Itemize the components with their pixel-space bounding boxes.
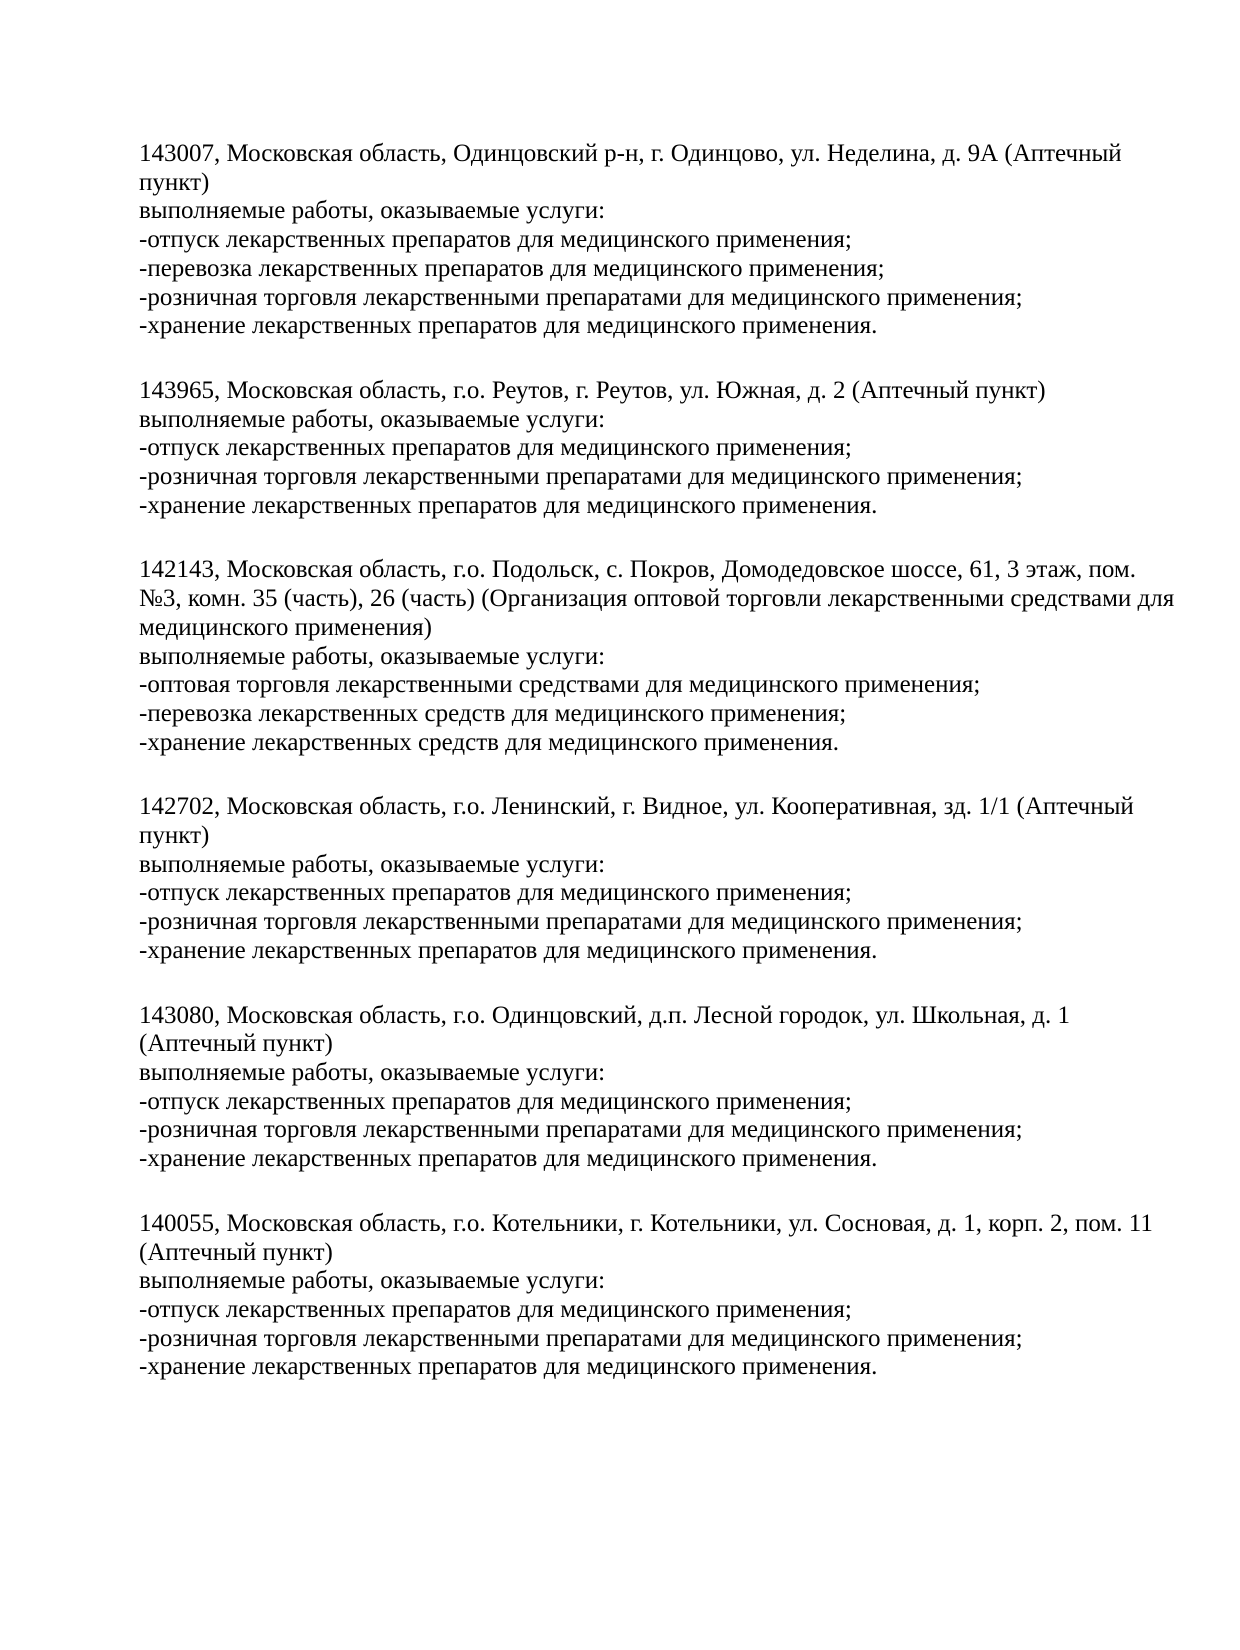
service-line: -розничная торговля лекарственными препаратами для медицинского применения; [139, 1116, 1023, 1144]
services-header: выполняемые работы, оказываемые услуги: [139, 642, 606, 670]
address-line: пункт) [139, 168, 210, 196]
address-line: 142702, Московская область, г.о. Ленинский, г. Видное, ул. Кооперативная, зд. 1/1 (Аптечный [139, 793, 1134, 821]
service-line: -отпуск лекарственных препаратов для медицинского применения; [139, 1087, 852, 1115]
license-entry [139, 1210, 1160, 1382]
service-line: -розничная торговля лекарственными препаратами для медицинского применения; [139, 1324, 1023, 1352]
services-header: выполняемые работы, оказываемые услуги: [139, 1267, 606, 1295]
license-entry [139, 377, 1160, 521]
service-line: -перевозка лекарственных средств для медицинского применения; [139, 699, 847, 727]
address-line: (Аптечный пункт) [139, 1030, 333, 1058]
service-line: -хранение лекарственных средств для медицинского применения. [139, 728, 839, 756]
service-line: -хранение лекарственных препаратов для медицинского применения. [139, 1145, 878, 1173]
address-line: 143007, Московская область, Одинцовский р-н, г. Одинцово, ул. Неделина, д. 9А (Аптечный [139, 140, 1122, 167]
services-header: выполняемые работы, оказываемые услуги: [139, 850, 606, 878]
service-line: -хранение лекарственных препаратов для медицинского применения. [139, 936, 878, 964]
service-line: -хранение лекарственных препаратов для медицинского применения. [139, 312, 878, 340]
services-header: выполняемые работы, оказываемые услуги: [139, 1058, 606, 1086]
service-line: -отпуск лекарственных препаратов для медицинского применения; [139, 434, 852, 462]
services-header: выполняемые работы, оказываемые услуги: [139, 405, 606, 433]
license-entry [139, 140, 1160, 341]
service-line: -оптовая торговля лекарственными средствами для медицинского применения; [139, 671, 981, 699]
address-line: пункт) [139, 822, 210, 850]
address-line: 143080, Московская область, г.о. Одинцовский, д.п. Лесной городок, ул. Школьная, д. 1 [139, 1001, 1071, 1029]
license-entry [139, 1002, 1160, 1174]
service-line: -отпуск лекарственных препаратов для медицинского применения; [139, 1295, 852, 1323]
address-line: (Аптечный пункт) [139, 1238, 333, 1266]
address-line: 140055, Московская область, г.о. Котельники, г. Котельники, ул. Сосновая, д. 1, корп. 2, пом. 11 [139, 1209, 1153, 1237]
service-line: -хранение лекарственных препаратов для медицинского применения. [139, 491, 878, 519]
service-line: -отпуск лекарственных препаратов для медицинского применения; [139, 879, 852, 907]
license-entry [139, 793, 1160, 965]
service-line: -розничная торговля лекарственными препаратами для медицинского применения; [139, 283, 1023, 311]
address-line: 143965, Московская область, г.о. Реутов, г. Реутов, ул. Южная, д. 2 (Аптечный пункт) [139, 376, 1046, 404]
service-line: -отпуск лекарственных препаратов для медицинского применения; [139, 226, 852, 254]
service-line: -розничная торговля лекарственными препаратами для медицинского применения; [139, 463, 1023, 491]
services-header: выполняемые работы, оказываемые услуги: [139, 197, 606, 225]
license-entry [139, 556, 1175, 757]
address-line: №3, комн. 35 (часть), 26 (часть) (Организация оптовой торговли лекарственными средствами для [139, 585, 1175, 613]
address-line: 142143, Московская область, г.о. Подольск, с. Покров, Домодедовское шоссе, 61, 3 этаж, пом. [139, 556, 1136, 584]
service-line: -хранение лекарственных препаратов для медицинского применения. [139, 1353, 878, 1381]
service-line: -розничная торговля лекарственными препаратами для медицинского применения; [139, 908, 1023, 936]
service-line: -перевозка лекарственных препаратов для медицинского применения; [139, 254, 885, 282]
address-line: медицинского применения) [139, 613, 432, 641]
